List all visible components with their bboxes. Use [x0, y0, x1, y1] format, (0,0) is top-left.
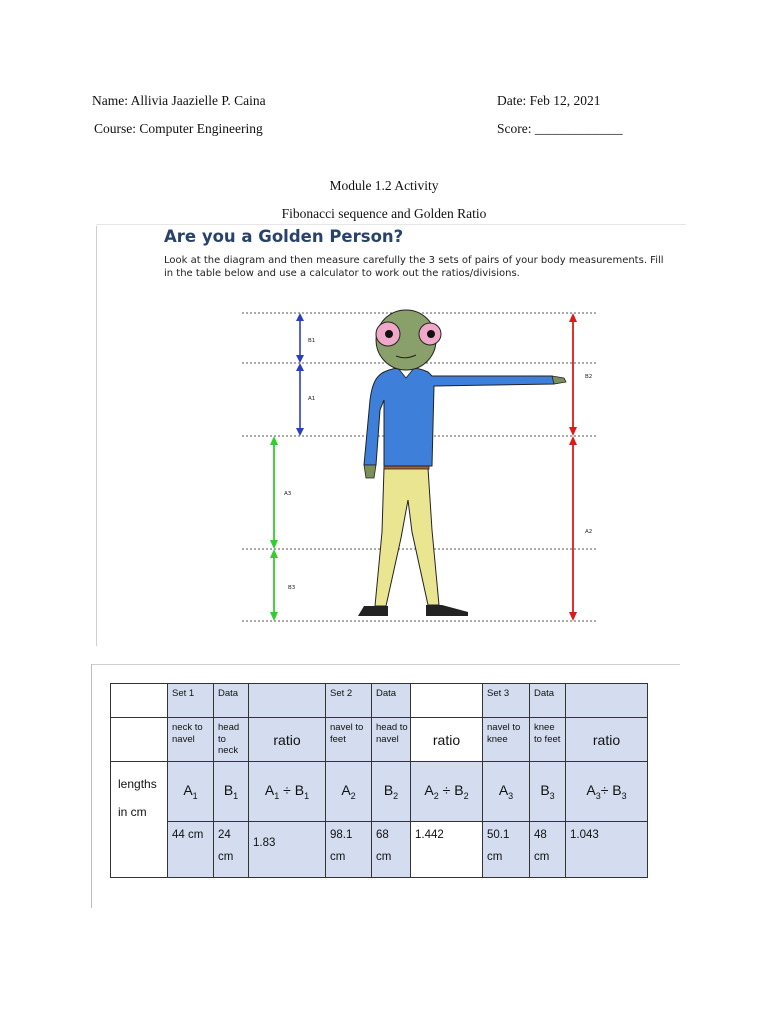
symbol-b3: $B_3$: [530, 762, 566, 822]
table-image-border: [92, 664, 680, 665]
desc-head-to-neck: head to neck: [214, 718, 249, 762]
set2-data: Data: [372, 684, 411, 718]
ratio-header-2: ratio: [411, 718, 483, 762]
symbol-b2: $B_2$: [372, 762, 411, 822]
score-field: Score: _____________: [497, 121, 623, 136]
pants: [375, 468, 439, 606]
module-title: Module 1.2 Activity: [329, 178, 439, 193]
set3-label: Set 3: [483, 684, 530, 718]
blue-measure-arrows: [296, 313, 304, 436]
body-measurement-diagram: [236, 300, 598, 626]
label-b2: B2: [585, 374, 593, 380]
symbol-a3-div-b3: $A_3\div B_3$: [566, 762, 648, 822]
label-b3: B3: [288, 585, 296, 591]
desc-navel-to-knee: navel to knee: [483, 718, 530, 762]
table-row: [111, 822, 648, 878]
label-a1: A1: [308, 396, 316, 402]
value-r1: 1.83: [249, 822, 326, 878]
table-cell: [111, 684, 168, 718]
measurement-table: [110, 683, 648, 878]
set1-label: Set 1: [168, 684, 214, 718]
worksheet-title: Are you a Golden Person?: [164, 227, 404, 246]
green-measure-arrows: [270, 436, 278, 621]
worksheet-border: [96, 224, 686, 225]
person-figure: [358, 310, 566, 616]
table-image-border: [91, 664, 92, 908]
table-cell: [566, 684, 648, 718]
right-shoe: [426, 605, 468, 616]
table-cell: [249, 684, 326, 718]
table-row: [111, 762, 648, 822]
table-cell: [111, 718, 168, 762]
value-r3: 1.043: [566, 822, 648, 878]
lengths-text: lengths: [118, 777, 157, 791]
symbol-a3: $A_3$: [483, 762, 530, 822]
value-a2: 98.1 cm: [326, 822, 372, 878]
set1-data: Data: [214, 684, 249, 718]
value-b2: 68 cm: [372, 822, 411, 878]
value-b1: 24 cm: [214, 822, 249, 878]
red-measure-arrows: [569, 313, 577, 621]
symbol-a2-div-b2: $A_2 \div B_2$: [411, 762, 483, 822]
symbol-a1: $A_1$: [168, 762, 214, 822]
symbol-a2: $A_2$: [326, 762, 372, 822]
module-subtitle: Fibonacci sequence and Golden Ratio: [281, 206, 487, 221]
left-shoe: [358, 606, 388, 616]
ratio-header-3: ratio: [566, 718, 648, 762]
date-field: Date: Feb 12, 2021: [497, 93, 601, 108]
value-b3: 48 cm: [530, 822, 566, 878]
desc-navel-to-feet: navel to feet: [326, 718, 372, 762]
desc-neck-to-navel: neck to navel: [168, 718, 214, 762]
shirt: [364, 368, 556, 467]
label-a2: A2: [585, 529, 593, 535]
value-a1: 44 cm: [168, 822, 214, 878]
set3-data: Data: [530, 684, 566, 718]
course-field: Course: Computer Engineering: [94, 121, 263, 136]
desc-head-to-navel: head to navel: [372, 718, 411, 762]
value-a3: 50.1 cm: [483, 822, 530, 878]
label-a3: A3: [284, 491, 292, 497]
worksheet-instructions: Look at the diagram and then measure carefully the 3 sets of pairs of your body measurements. Fill in the table below and use a calculator to work out the ratios/divisions.: [164, 255, 664, 279]
worksheet-border: [96, 226, 97, 646]
desc-knee-to-feet: knee to feet: [530, 718, 566, 762]
table-row: [111, 684, 648, 718]
lengths-unit: in cm: [118, 805, 147, 819]
symbol-a1-div-b1: $A_1 \div B_1$: [249, 762, 326, 822]
left-hand: [364, 465, 376, 478]
table-row: [111, 718, 648, 762]
symbol-b1: $B_1$: [214, 762, 249, 822]
set2-label: Set 2: [326, 684, 372, 718]
name-field: Name: Allivia Jaazielle P. Caina: [92, 93, 266, 108]
value-r2: 1.442: [411, 822, 483, 878]
table-cell: [411, 684, 483, 718]
lengths-label: [111, 762, 168, 878]
right-hand: [552, 376, 566, 384]
ratio-header-1: ratio: [249, 718, 326, 762]
label-b1: B1: [308, 338, 316, 344]
